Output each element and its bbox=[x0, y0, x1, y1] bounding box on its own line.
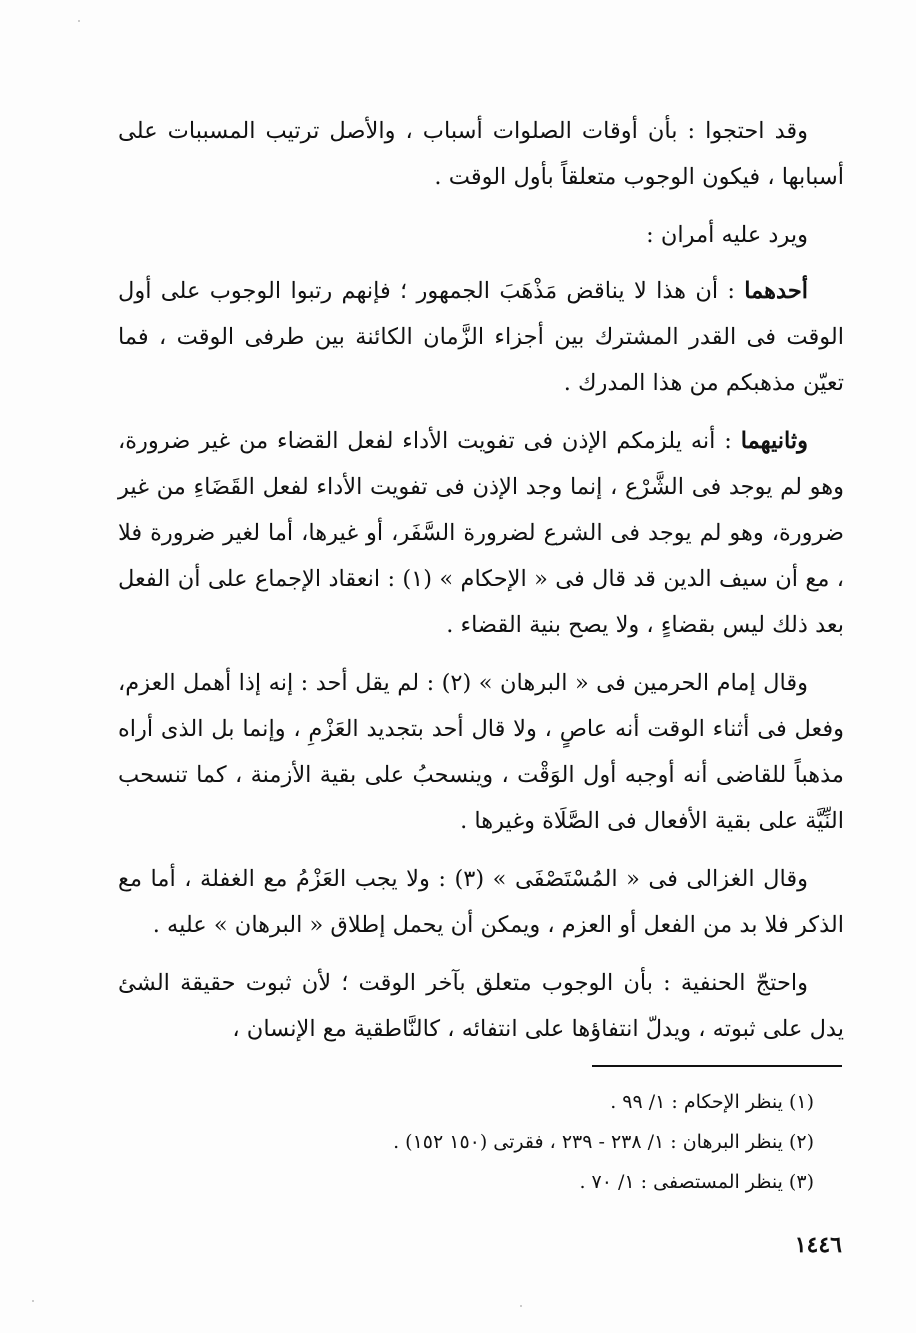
paragraph-3 bbox=[118, 268, 844, 406]
paragraph-1 bbox=[118, 108, 844, 200]
page-number: ١٤٤٦ bbox=[794, 1232, 842, 1258]
paragraph-6-text: وقال الغزالى فى « المُسْتَصْفَى » (٣) : ولا يجب العَزْمُ مع الغفلة ، أما مع الذكر فلا بد من الفعل أو العزم ، ويمكن أن يحمل إطلاق « البرهان » عليه . bbox=[118, 866, 844, 938]
footnote-separator bbox=[592, 1065, 842, 1067]
paragraph-1-text: وقد احتجوا : بأن أوقات الصلوات أسباب ، والأصل ترتيب المسببات على أسبابها ، فيكون الوجوب متعلقاً بأول الوقت . bbox=[118, 118, 844, 190]
paragraph-3-text: : أن هذا لا يناقض مَذْهَبَ الجمهور ؛ فإنهم رتبوا الوجوب على أول الوقت فى القدر المشترك بين أجزاء الزَّمان الكائنة بين طرفى الوقت ، فما تعيّن مذهبكم من هذا المدرك . bbox=[118, 278, 844, 396]
paragraph-7-text: واحتجّ الحنفية : بأن الوجوب متعلق بآخر الوقت ؛ لأن ثبوت حقيقة الشئ يدل على ثبوته ، ويدلّ انتفاؤها على انتفائه ، كالنَّاطقية مع الإنسان ، bbox=[118, 970, 844, 1042]
paragraph-6 bbox=[118, 856, 844, 948]
paragraph-4-lead: وثانيهما bbox=[740, 428, 808, 454]
scan-speck bbox=[78, 20, 80, 22]
footnotes bbox=[118, 1082, 844, 1202]
paragraph-3-lead: أحدهما bbox=[744, 278, 808, 304]
paragraph-7 bbox=[118, 960, 844, 1052]
paragraph-4-text: : أنه يلزمكم الإذن فى تفويت الأداء لفعل القضاء من غير ضرورة، وهو لم يوجد فى الشَّرْع ، إنما وجد الإذن فى تفويت الأداء لفعل القَضَاءِ من غير ضرورة، وهو لم يوجد فى الشرع لضرورة السَّفَر، أو غيرها، أما لغير ضرورة فلا ، مع أن سيف الدين قد قال فى « الإحكام » (١) : انعقاد الإجماع على أن الفعل بعد ذلك ليس بقضاءٍ ، ولا يصح بنية القضاء . bbox=[118, 428, 844, 638]
footnote-3: (٣) ينظر المستصفى : ١/ ٧٠ . bbox=[579, 1171, 814, 1193]
paragraph-2 bbox=[118, 212, 844, 258]
scan-speck bbox=[520, 1305, 522, 1307]
footnote-1: (١) ينظر الإحكام : ١/ ٩٩ . bbox=[610, 1091, 814, 1113]
main-text bbox=[118, 108, 844, 1064]
paragraph-5 bbox=[118, 660, 844, 844]
paragraph-4 bbox=[118, 418, 844, 648]
paragraph-2-text: ويرد عليه أمران : bbox=[646, 222, 808, 248]
scan-speck bbox=[32, 1300, 34, 1302]
paragraph-5-text: وقال إمام الحرمين فى « البرهان » (٢) : لم يقل أحد : إنه إذا أهمل العزم، وفعل فى أثناء الوقت أنه عاصٍ ، ولا قال أحد بتجديد العَزْمِ ، وإنما بل الذى أراه مذهباً للقاضى أنه أوجبه أول الوَقْت ، وينسحبُ على بقية الأزمنة ، كما تنسحب النِّيَّة على بقية الأفعال فى الصَّلَاة وغيرها . bbox=[118, 670, 844, 834]
footnote-2: (٢) ينظر البرهان : ١/ ٢٣٨ - ٢٣٩ ، فقرتى (١٥٠ ١٥٢) . bbox=[393, 1131, 814, 1153]
